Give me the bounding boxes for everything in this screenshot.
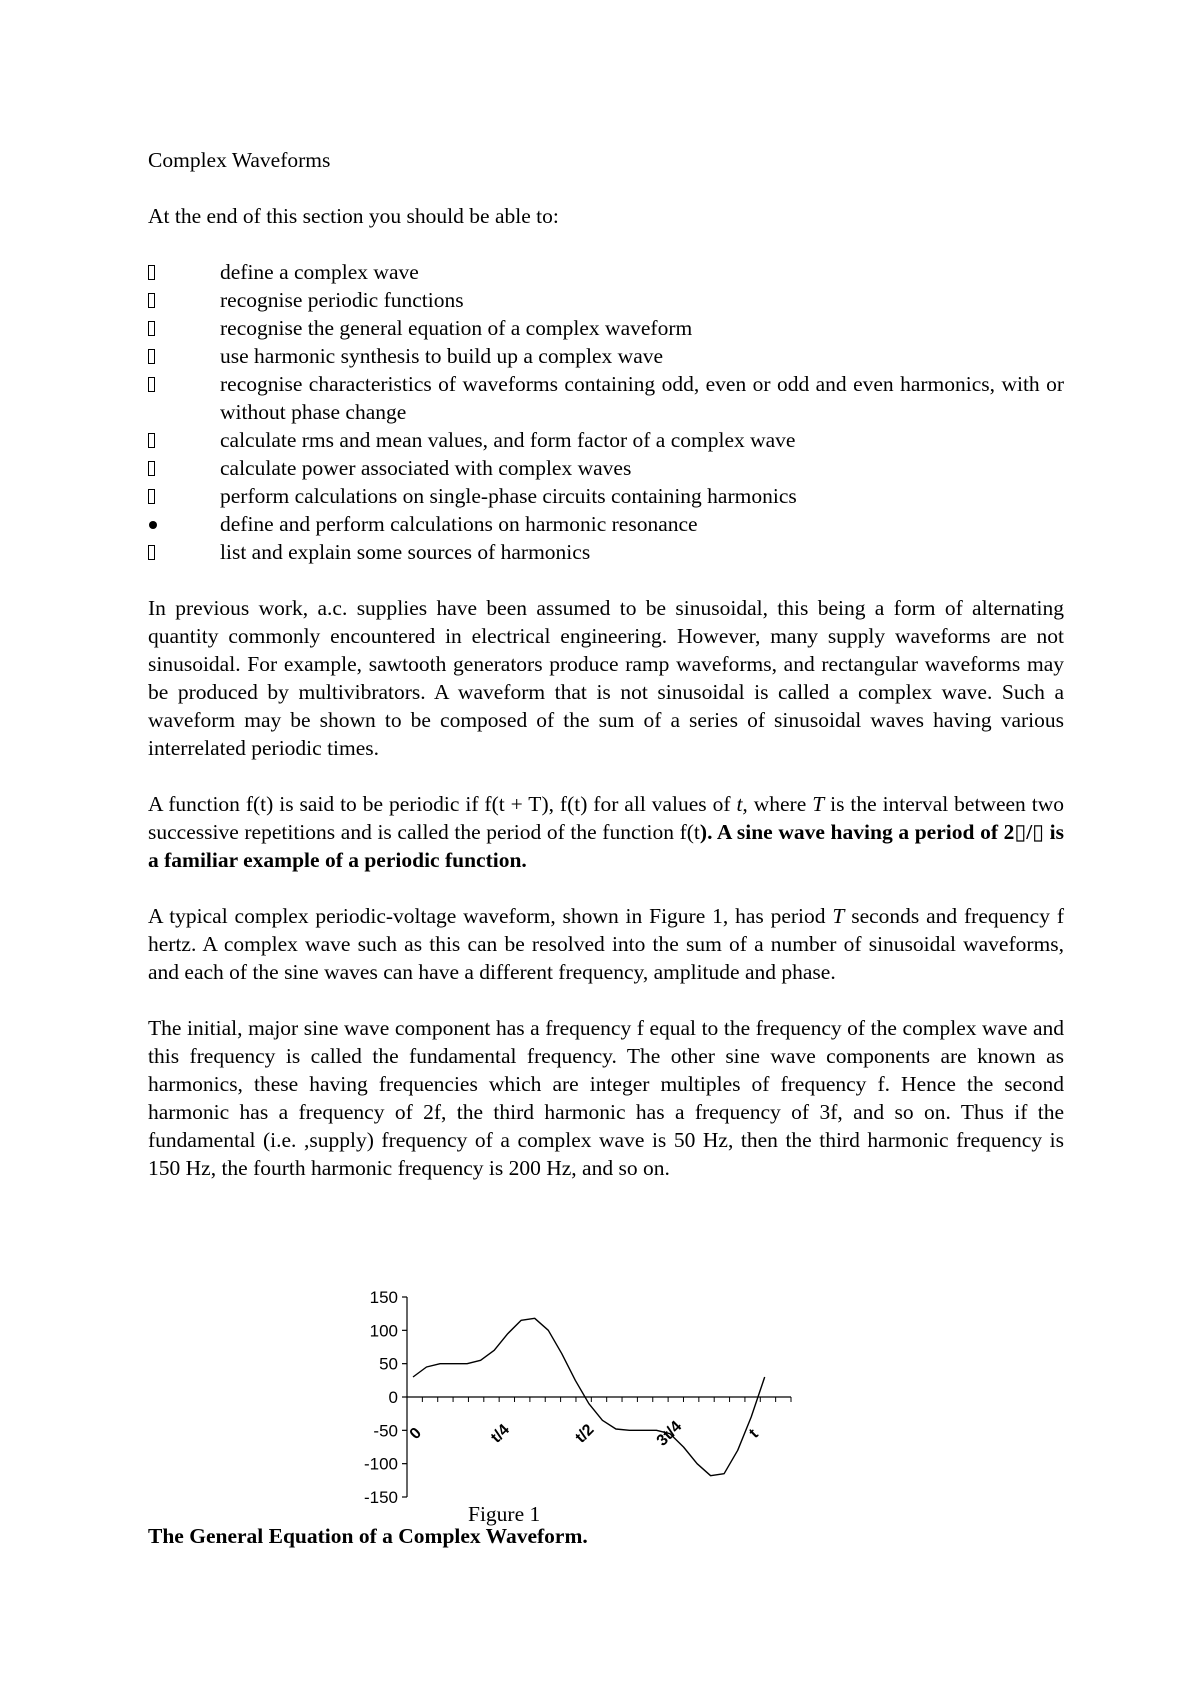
y-tick-label: -50 <box>373 1421 398 1441</box>
document-body <box>148 146 1064 1210</box>
list-item: perform calculations on single-phase circuits containing harmonics <box>148 482 1064 510</box>
figure-caption: Figure 1 <box>468 1502 541 1526</box>
box-bullet-icon <box>148 482 172 510</box>
paragraph-harmonics: The initial, major sine wave component has a frequency f equal to the frequency of the complex wave and this frequency is called the fundamental frequency. The other sine wave components are known as harmonics, these having frequencies which are integer multiples of frequency f. Hence the second harmonic has a frequency of 2f, the third harmonic has a frequency of 3f, and so on. Thus if the fundamental (i.e. ,supply) frequency of a complex wave is 50 Hz, then the third harmonic frequency is 150 Hz, the fourth harmonic frequency is 200 Hz, and so on. <box>148 1016 1064 1180</box>
objectives-list <box>148 258 1064 566</box>
objectives-intro: At the end of this section you should be able to: <box>148 204 559 228</box>
waveform-chart <box>345 1275 795 1515</box>
list-item: recognise characteristics of waveforms containing odd, even or odd and even harmonics, with or without phase change <box>148 370 1064 426</box>
list-item: list and explain some sources of harmonics <box>148 538 1064 566</box>
box-bullet-icon <box>148 538 172 566</box>
box-bullet-icon <box>148 454 172 482</box>
list-item: define and perform calculations on harmonic resonance <box>148 510 1064 538</box>
x-tick-label: t/4 <box>487 1421 513 1447</box>
document-title: Complex Waveforms <box>148 148 331 172</box>
y-tick-label: -100 <box>363 1454 398 1474</box>
section-heading: The General Equation of a Complex Waveform. <box>148 1524 588 1548</box>
paragraph-periodic-function: A function f(t) is said to be periodic if f(t + T), f(t) for all values of t, where T is the interval between two successive repetitions and is called the period of the function f(t). A sine wave having a period of 2▯/▯ is a familiar example of a periodic function. <box>148 792 1064 872</box>
list-item: define a complex wave <box>148 258 1064 286</box>
box-bullet-icon <box>148 258 172 286</box>
y-tick-label: 150 <box>369 1288 398 1307</box>
list-item: calculate rms and mean values, and form factor of a complex wave <box>148 426 1064 454</box>
y-tick-label: -150 <box>363 1488 398 1507</box>
box-bullet-icon <box>148 286 172 314</box>
y-tick-label: 50 <box>379 1354 398 1374</box>
box-bullet-icon <box>148 370 172 398</box>
y-tick-label: 0 <box>388 1388 398 1407</box>
paragraph-complex-wave: In previous work, a.c. supplies have been assumed to be sinusoidal, this being a form of alternating quantity commonly encountered in electrical engineering. However, many supply waveforms are not sinusoidal. For example, sawtooth generators produce ramp waveforms, and rectangular waveforms may be produced by multivibrators. A waveform that is not sinusoidal is called a complex wave. Such a waveform may be shown to be composed of the sum of a series of sinusoidal waves having various interrelated periodic times. <box>148 596 1064 760</box>
box-bullet-icon <box>148 342 172 370</box>
list-item: use harmonic synthesis to build up a complex wave <box>148 342 1064 370</box>
list-item: calculate power associated with complex waves <box>148 454 1064 482</box>
list-item: recognise periodic functions <box>148 286 1064 314</box>
dot-bullet-icon <box>148 510 172 538</box>
box-bullet-icon <box>148 426 172 454</box>
figure-1-chart <box>345 1275 795 1515</box>
x-tick-label: t/2 <box>572 1421 598 1447</box>
x-tick-label: 0 <box>406 1424 425 1443</box>
y-tick-label: 100 <box>369 1321 398 1341</box>
list-item: recognise the general equation of a complex waveform <box>148 314 1064 342</box>
box-bullet-icon <box>148 314 172 342</box>
paragraph-typical-waveform: A typical complex periodic-voltage waveform, shown in Figure 1, has period T seconds and frequency f hertz. A complex wave such as this can be resolved into the sum of a number of sinusoidal waveforms, and each of the sine waves can have a different frequency, amplitude and phase. <box>148 904 1064 984</box>
x-tick-label: 3t/4 <box>653 1418 686 1450</box>
x-tick-label: t <box>746 1425 762 1442</box>
